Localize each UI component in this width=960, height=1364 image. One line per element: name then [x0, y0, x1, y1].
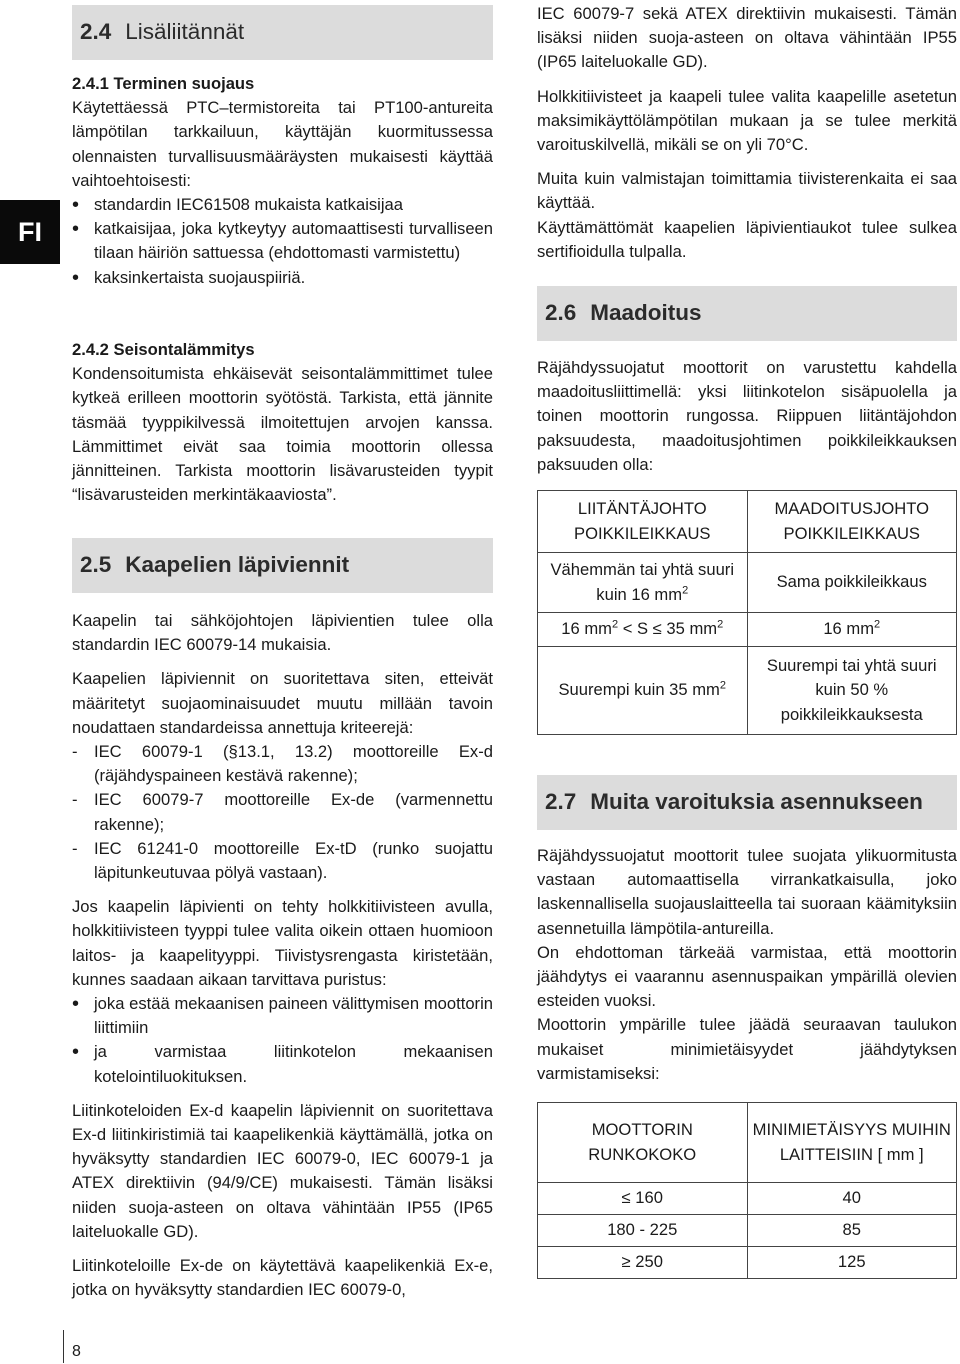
language-tab [0, 200, 60, 264]
list-item: • katkaisijaa, joka kytkeytyy automaattisesti turvalliseen tilaan häiriön sattuessa (ehdottomasti varmistettu) [72, 217, 493, 265]
paragraph: Jos kaapelin läpivienti on tehty holkkitiivisteen avulla, holkkitiivisteen tyyppi tulee valita oikein ottaen huomioon laitos- ja kaapelityyppi. Tiivistysrengasta kiristetään, kunnes saadaan aikaan tarvittava puristus: [72, 897, 493, 989]
section-2-6-body [537, 356, 957, 477]
grounding-table [537, 490, 957, 735]
paragraph: Kondensoitumista ehkäisevät seisontalämmittimet tulee kytkeä erilleen moottorin syötöstä. Tarkista, että jännite täsmää tyyppikilvessä ilmoitettujen arvojen kanssa. Lämmittimet eivät saa toimia moottorin ollessa jännitteinen. Tarkista moottorin lisävarusteiden tyypit “lisävarusteiden merkintäkaaviosta”. [72, 364, 493, 505]
section-number: 2.6 [545, 300, 577, 326]
paragraph: Muita kuin valmistajan toimittamia tiivisterenkaita ei saa käyttää. [537, 169, 957, 213]
footer-divider [63, 1330, 64, 1363]
bullet-list [72, 992, 493, 1089]
section-title: Lisäliitännät [125, 19, 245, 45]
cell-text: Vähemmän tai yhtä suuri kuin 16 mm [550, 560, 735, 604]
cell-text: 16 mm [823, 619, 875, 639]
superscript: 2 [611, 618, 619, 631]
table-cell: 180 - 225 [538, 1215, 748, 1247]
section-2-4-header [72, 5, 493, 60]
paragraph: Kaapelin tai sähköjohtojen läpivientien tulee olla standardin IEC 60079-14 mukaisia. [72, 611, 493, 655]
section-2-7-header [537, 775, 957, 830]
paragraph: Kaapelien läpiviennit on suoritettava siten, etteivät määritetyt suojaominaisuudet muutu millään tavoin noudattaen standardeissa annettuja kriteerejä: [72, 669, 493, 737]
subsection-heading: 2.4.1 Terminen suojaus [72, 74, 255, 93]
section-title: Maadoitus [590, 300, 702, 326]
paragraph: Käyttämättömät kaapelien läpivientiaukot tulee sulkea sertifioidulla tulpalla. [537, 217, 957, 261]
section-title: Muita varoituksia asennukseen [590, 789, 923, 815]
superscript: 2 [719, 679, 727, 692]
superscript: 2 [874, 618, 881, 631]
table-cell: ≤ 160 [538, 1183, 748, 1215]
cell-text: Suurempi kuin 35 mm [558, 680, 720, 700]
table-cell [747, 613, 957, 647]
cell-text: < S ≤ 35 mm [618, 619, 718, 639]
superscript: 2 [682, 583, 689, 596]
list-item: - IEC 60079-1 (§13.1, 13.2) moottoreille Ex-d (räjähdyspaineen kestävä rakenne); [72, 740, 493, 788]
list-item: • joka estää mekaanisen paineen välittymisen moottorin liittimiin [72, 992, 493, 1040]
table-cell: Sama poikkileikkaus [747, 553, 957, 613]
section-2-7-body [537, 844, 957, 1086]
superscript: 2 [717, 618, 724, 631]
clearance-table [537, 1102, 957, 1279]
list-item: - IEC 60079-7 moottoreille Ex-de (varmennettu rakenne); [72, 788, 493, 836]
language-tab-label: FI [18, 216, 42, 247]
table-header-cell: MOOTTORIN RUNKOKOKO [538, 1103, 748, 1183]
table-header-cell: MAADOITUSJOHTO POIKKILEIKKAUS [747, 491, 957, 553]
bullet-list [72, 193, 493, 290]
section-number: 2.4 [80, 19, 112, 45]
dash-list [72, 740, 493, 885]
list-item: • kaksinkertaista suojauspiiriä. [72, 266, 493, 290]
table-header-cell: MINIMIETÄISYYS MUIHIN LAITTEISIIN [ mm ] [747, 1103, 957, 1183]
paragraph: Liitinkoteloille Ex-de on käytettävä kaapelikenkiä Ex-e, jotka on hyväksytty standardien IEC 60079-0, [72, 1256, 493, 1300]
paragraph: Räjähdyssuojatut moottorit on varustettu kahdella maadoitusliittimellä: yksi liitinkotelon sisäpuolella ja toinen moottorin rungossa. Riippuen liitäntäjohdon paksuudesta, maadoitusjohtimen poikkileikkauksen paksuuden olla: [537, 358, 957, 474]
section-2-4-2 [72, 338, 493, 507]
paragraph: Liitinkoteloiden Ex-d kaapelin läpiviennit on suoritettava Ex-d liitinkiristimiä tai kaapelikenkiä käyttämällä, jotka on hyväksytty standardien IEC 60079-0, IEC 60079-1 ja ATEX direktiivin (94/9/CE) mukaisesti. Tämän lisäksi niiden suoja-asteen on oltava vähintään IP55 (IP65 laiteluokalle GD). [72, 1100, 493, 1241]
table-cell [538, 553, 748, 613]
table-cell: 85 [747, 1215, 957, 1247]
cell-text: 16 mm [561, 619, 612, 639]
table-header-cell: LIITÄNTÄJOHTO POIKKILEIKKAUS [538, 491, 748, 553]
table-cell: 40 [747, 1183, 957, 1215]
section-2-5-body [72, 609, 493, 1302]
section-2-6-header [537, 286, 957, 341]
subsection-heading: 2.4.2 Seisontalämmitys [72, 340, 255, 359]
section-2-5-header [72, 538, 493, 593]
table-cell: 125 [747, 1247, 957, 1279]
paragraph: Holkkitiivisteet ja kaapeli tulee valita kaapelille asetetun maksimikäyttölämpötilan mukaan ja se tulee merkitä varoituskilvellä, mikäli se on yli 70°C. [537, 86, 957, 155]
paragraph: Moottorin ympärille tulee jäädä seuraavan taulukon mukaiset minimietäisyydet jäähdytyksen varmistamiseksi: [537, 1015, 957, 1083]
list-item: • ja varmistaa liitinkotelon mekaanisen kotelointiluokituksen. [72, 1040, 493, 1088]
paragraph: Räjähdyssuojatut moottorit tulee suojata ylikuormitusta vastaan automaattisella virrankatkaisulla, joko laskennallisella suojauslaitteella tai suoraan käämityksiin asennetuilla lämpötila-antureilla. [537, 846, 957, 938]
table-cell: Suurempi tai yhtä suuri kuin 50 % poikkileikkauksesta [747, 647, 957, 735]
section-number: 2.5 [80, 552, 112, 578]
table-cell: ≥ 250 [538, 1247, 748, 1279]
section-title: Kaapelien läpiviennit [125, 552, 350, 578]
section-2-4-1 [72, 72, 493, 290]
paragraph: Käytettäessä PTC–termistoreita tai PT100-antureita lämpötilan tarkkailuun, käyttäjän kuormitussessa olennaisten turvallisuusmääräysten mukaisesti käyttää vaihtoehtoisesti: [72, 98, 493, 190]
page-number: 8 [72, 1343, 81, 1360]
table-cell [538, 613, 748, 647]
list-item: - IEC 61241-0 moottoreille Ex-tD (runko suojattu läpitunkeutuvaa pölyä vastaan). [72, 837, 493, 885]
paragraph: On ehdottoman tärkeää varmistaa, että moottorin jäähdytys ei vaarannu asennuspaikan ympärillä olevien esteiden vuoksi. [537, 942, 957, 1011]
right-column-top [537, 2, 957, 264]
paragraph: IEC 60079-7 sekä ATEX direktiivin mukaisesti. Tämän lisäksi niiden suoja-asteen on oltava vähintään IP55 (IP65 laiteluokalle GD). [537, 4, 957, 72]
table-cell [538, 647, 748, 735]
section-number: 2.7 [545, 789, 577, 815]
list-item: • standardin IEC61508 mukaista katkaisijaa [72, 193, 493, 217]
